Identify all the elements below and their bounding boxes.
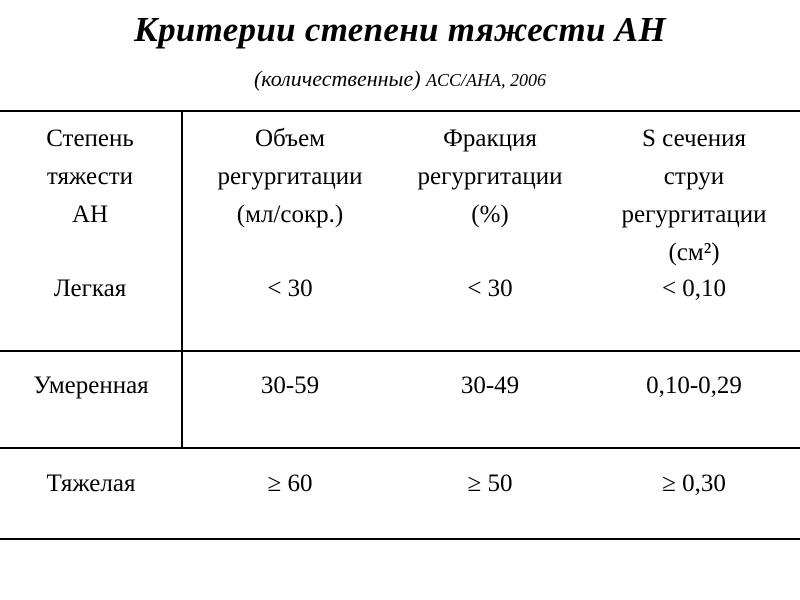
header-area: S сечения струи регургитации (см²) — [621, 125, 767, 266]
header-fraction: Фракция регургитации (%) — [417, 125, 563, 228]
row-mild-area: < 0,10 — [661, 275, 727, 302]
row-severe-volume: ≥ 60 — [267, 470, 313, 497]
row-moderate-volume: 30-59 — [260, 372, 320, 399]
table-border-bottom — [0, 538, 800, 540]
subtitle-source: ACC/AHA, 2006 — [426, 70, 547, 90]
subtitle-main: (количественные) — [253, 66, 421, 91]
row-divider-1 — [0, 350, 800, 352]
row-severe-fraction: ≥ 50 — [467, 470, 513, 497]
row-severe-label: Тяжелая — [46, 470, 136, 497]
table-border-top — [0, 110, 800, 112]
header-severity: Степень тяжести АН — [46, 125, 134, 228]
severity-table — [0, 110, 800, 540]
row-moderate-area: 0,10-0,29 — [646, 372, 742, 399]
row-moderate-label: Умеренная — [33, 372, 149, 399]
page-subtitle — [0, 66, 800, 92]
row-moderate-fraction: 30-49 — [460, 372, 520, 399]
row-divider-2 — [0, 447, 800, 449]
header-volume: Объем регургитации (мл/сокр.) — [217, 125, 363, 228]
row-mild-volume: < 30 — [267, 275, 313, 302]
row-severe-area: ≥ 0,30 — [662, 470, 726, 497]
row-mild-label: Легкая — [53, 275, 127, 302]
row-mild-fraction: < 30 — [467, 275, 513, 302]
page-title: Критерии степени тяжести АН — [134, 10, 666, 49]
